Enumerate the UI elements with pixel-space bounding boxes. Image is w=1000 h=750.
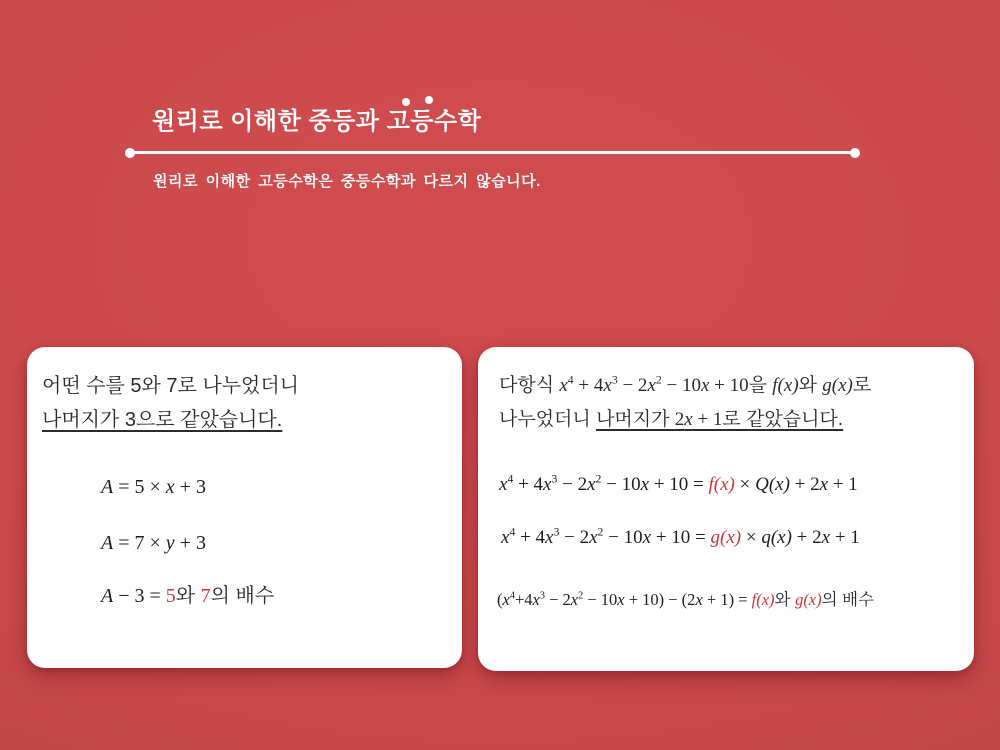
polynomial-statement-line2 [499,407,843,433]
divider-line [130,151,855,154]
polynomial-statement-line2-underlined: 나머지가 2x + 1로 같았습니다. [596,409,844,430]
equation-poly-minus-remainder-multiple: $(x^4+4x^3 - 2x^2 - 10x + 10) - (2x + 1) = f(x)$와 g(x)의 배수 [497,590,875,609]
equation-a-equals-7y-plus-3: A = 7 × y + 3 [101,532,206,554]
page-subtitle: 원리로 이해한 고등수학은 중등수학과 다르지 않습니다. [153,173,541,190]
title-accent-dot-1 [402,98,410,106]
page-title: 원리로 이해한 중등과 고등수학 [152,108,482,135]
numbers-statement-line1: 어떤 수를 5와 7로 나누었더니 [42,375,299,397]
equation-poly-fx-qx: $x^4 + 4x^3 - 2x^2 - 10x + 10 = f(x) \times Q(x) + 2x + 1$ [499,472,858,495]
divider-dot-right [850,148,860,158]
polynomial-statement-line1: 다항식 $x^4 + 4x^3 - 2x^2 - 10x + 10$을 f(x)와 g(x)로 [499,373,872,396]
polynomial-statement-line2-prefix: 나누었더니 [499,409,597,430]
divider-dot-left [125,148,135,158]
problem-card-polynomial [478,347,974,671]
numbers-statement-line2: 나머지가 3으로 같았습니다. [42,409,283,431]
title-accent-dot-2 [425,96,433,104]
problem-card-numbers [27,347,462,668]
equation-a-minus-3-multiple: A − 3 = 5와 7의 배수 [101,585,275,607]
equation-a-equals-5x-plus-3: A = 5 × x + 3 [101,476,206,498]
equation-poly-gx-qx: $x^4 + 4x^3 - 2x^2 - 10x + 10 = g(x) \times q(x) + 2x + 1$ [501,525,860,548]
